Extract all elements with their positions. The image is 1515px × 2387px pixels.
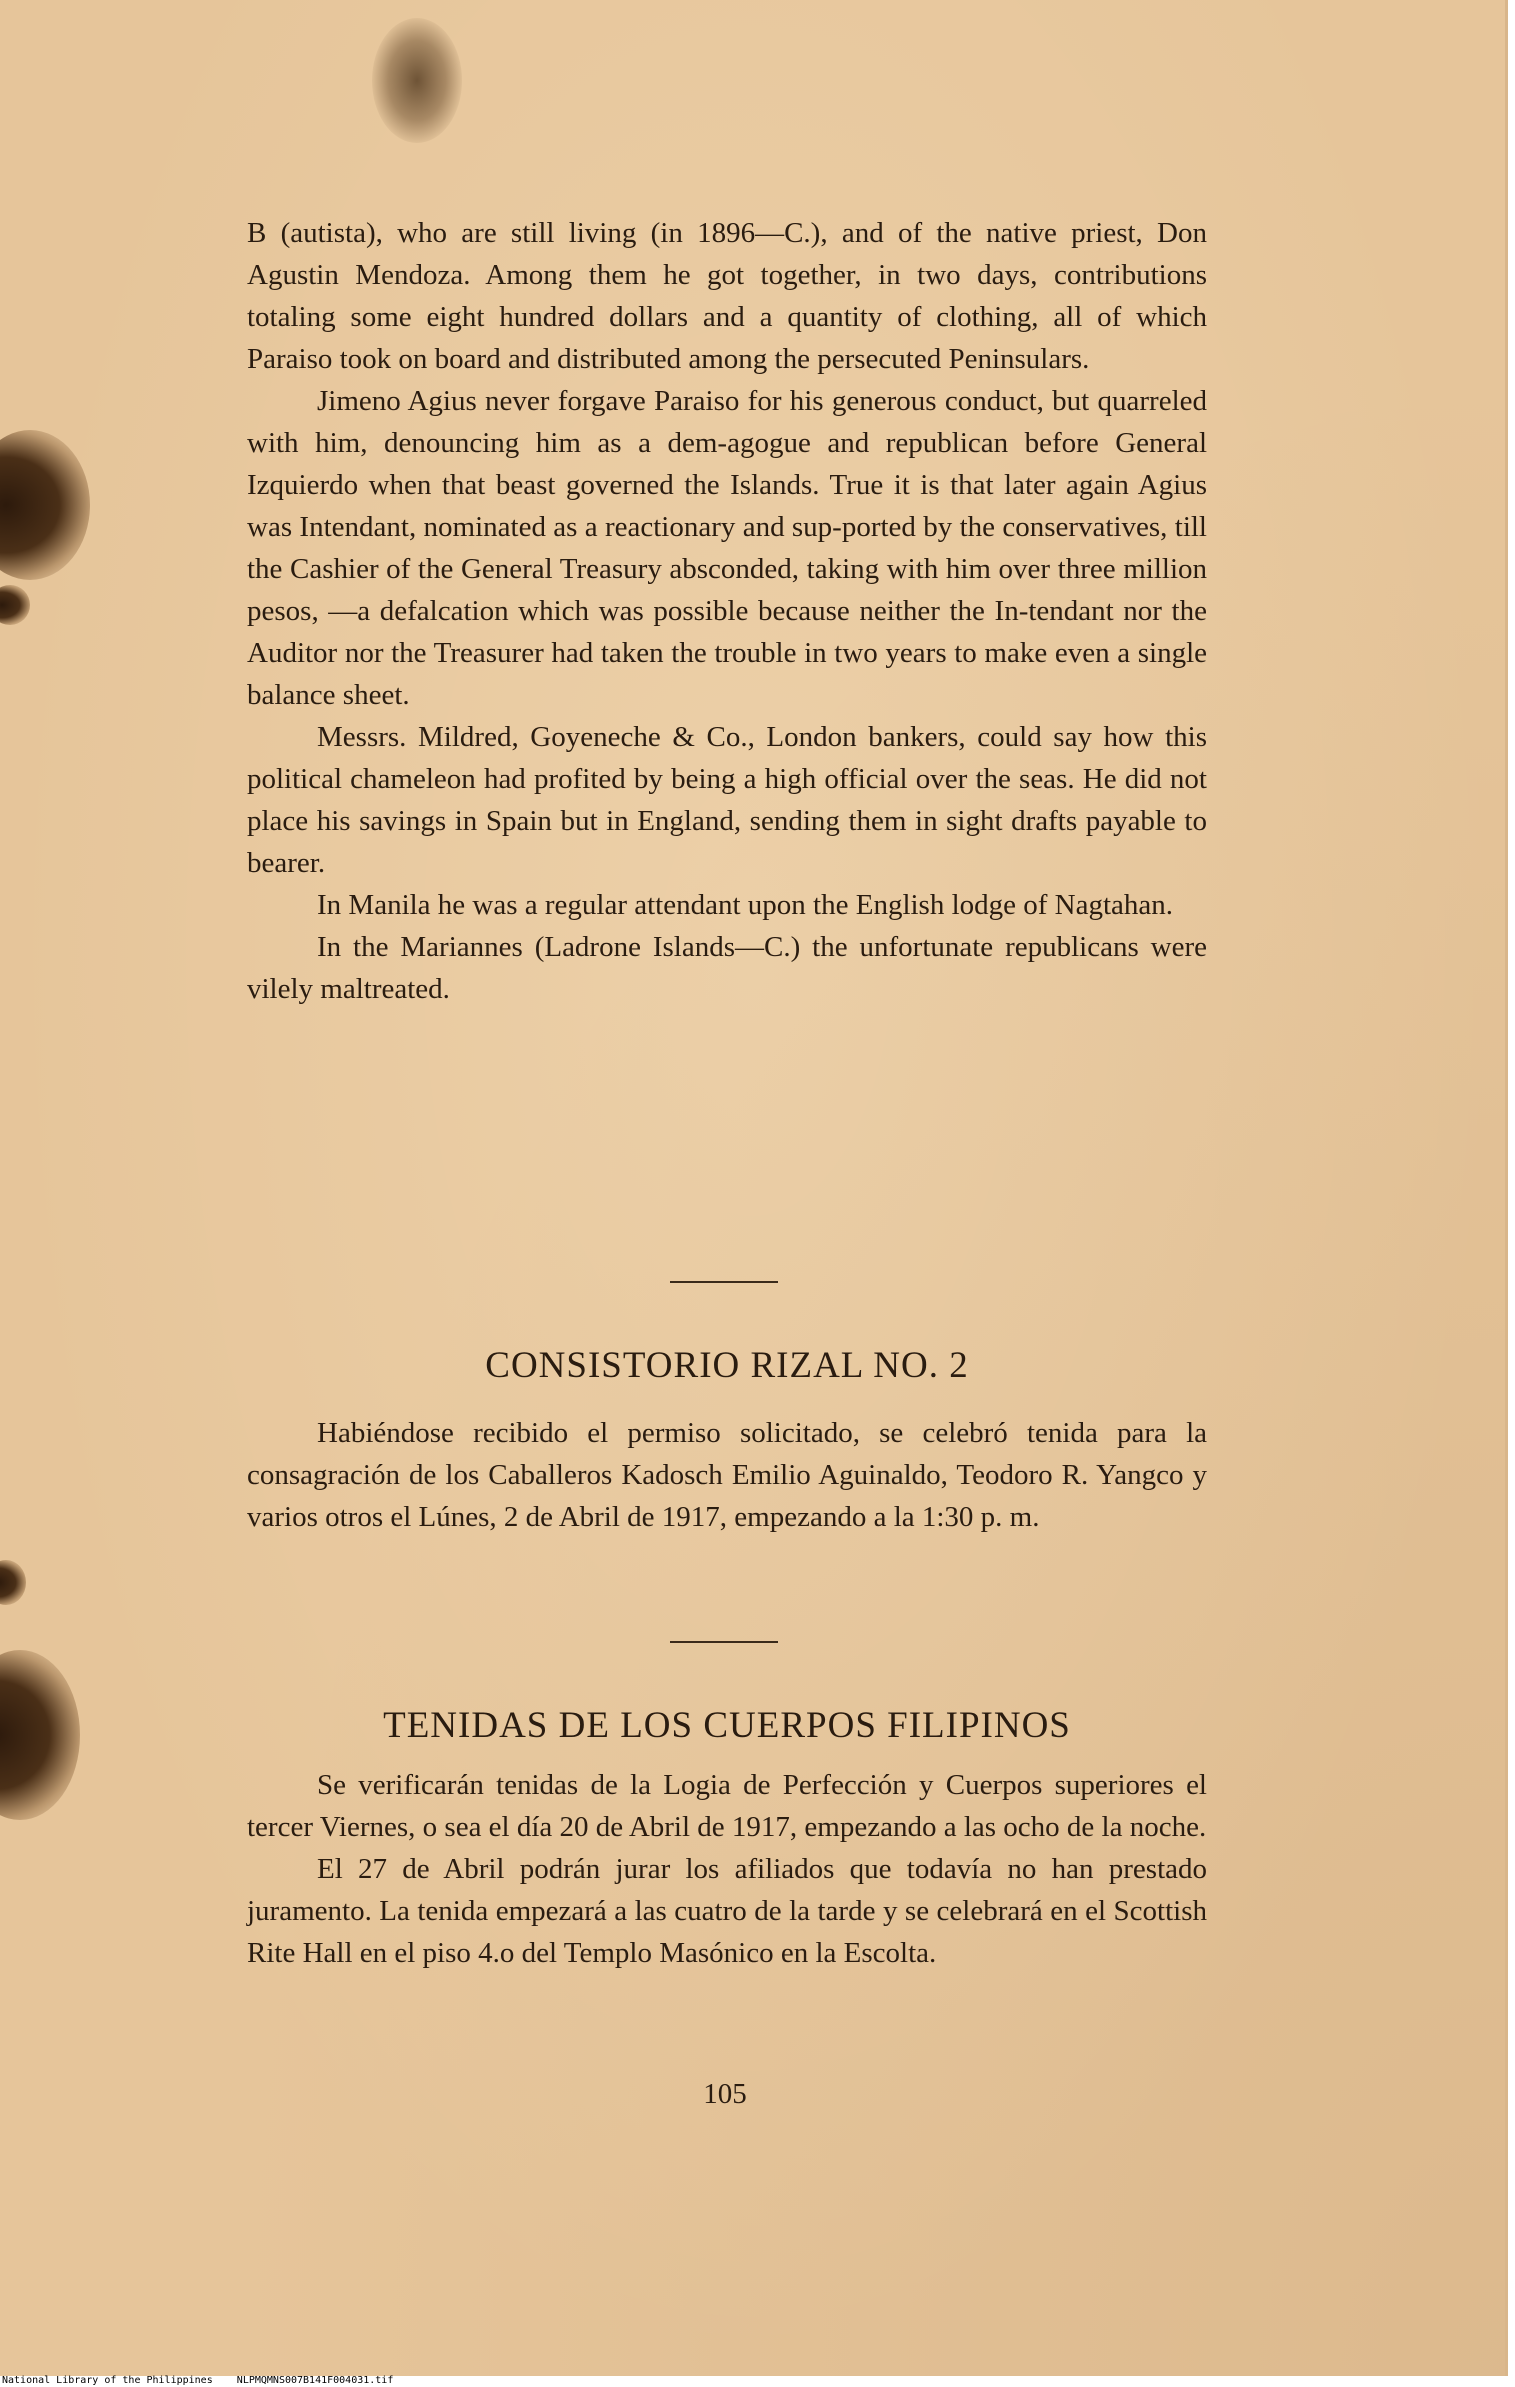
tenidas-paragraph-1: Se verificarán tenidas de la Logia de Perfección y Cuerpos superiores el tercer Viernes, o sea el día 20 de Abril de 1917, empezando a las ocho de la noche. xyxy=(247,1769,1207,1843)
paragraph-5: In the Mariannes (Ladrone Islands—C.) the unfortunate republicans were vilely maltreated. xyxy=(247,931,1207,1005)
burn-mark-upper-left xyxy=(0,430,90,580)
scan-footer-caption: National Library of the Philippines NLPMQMNS007B141F004031.tif xyxy=(2,2375,394,2386)
paragraph-1: B (autista), who are still living (in 1896—C.), and of the native priest, Don Agustin Mendoza. Among them he got together, in two days, contributions totaling some eight hundred dollars and a quantity of clothing, all of which Paraiso took on board and distributed among the persecuted Peninsulars. xyxy=(247,217,1207,375)
tenidas-heading: TENIDAS DE LOS CUERPOS FILIPINOS xyxy=(383,1705,1071,1746)
consistorio-paragraph: Habiéndose recibido el permiso solicitado, se celebró tenida para la consagración de los Caballeros Kadosch Emilio Aguinaldo, Teodoro R. Yangco y varios otros el Lúnes, 2 de Abril de 1917, empezando a la 1:30 p. m. xyxy=(247,1417,1207,1533)
burn-mark-upper-left-small xyxy=(0,585,30,625)
ink-stain-top xyxy=(372,18,462,143)
section-two-text xyxy=(247,1412,1207,1538)
paragraph-3: Messrs. Mildred, Goyeneche & Co., London bankers, could say how this political chameleon had profited by being a high official over the seas. He did not place his savings in Spain but in England, sending them in sight drafts payable to bearer. xyxy=(247,721,1207,879)
tenidas-paragraph-2: El 27 de Abril podrán jurar los afiliados que todavía no han prestado juramento. La tenida empezará a las cuatro de la tarde y se celebrará en el Scottish Rite Hall en el piso 4.o del Templo Masónico en la Escolta. xyxy=(247,1853,1207,1969)
paragraph-2: Jimeno Agius never forgave Paraiso for his generous conduct, but quarreled with him, denouncing him as a dem-agogue and republican before General Izquierdo when that beast governed the Islands. True it is that later again Agius was Intendant, nominated as a reactionary and sup-ported by the conservatives, till the Cashier of the General Treasury absconded, taking with him over three million pesos, —a defalcation which was possible because neither the In-tendant nor the Auditor nor the Treasurer had taken the trouble in two years to make even a single balance sheet. xyxy=(247,385,1207,711)
section-one-text xyxy=(247,212,1207,1010)
section-divider-1 xyxy=(670,1281,778,1283)
burn-mark-lower-left xyxy=(0,1650,80,1820)
page-number: 105 xyxy=(703,2078,747,2110)
section-three-text xyxy=(247,1764,1207,1974)
burn-mark-mid-left-small xyxy=(0,1560,26,1605)
consistorio-heading: CONSISTORIO RIZAL NO. 2 xyxy=(485,1345,969,1386)
paragraph-4: In Manila he was a regular attendant upon the English lodge of Nagtahan. xyxy=(317,889,1174,921)
section-divider-2 xyxy=(670,1641,778,1643)
